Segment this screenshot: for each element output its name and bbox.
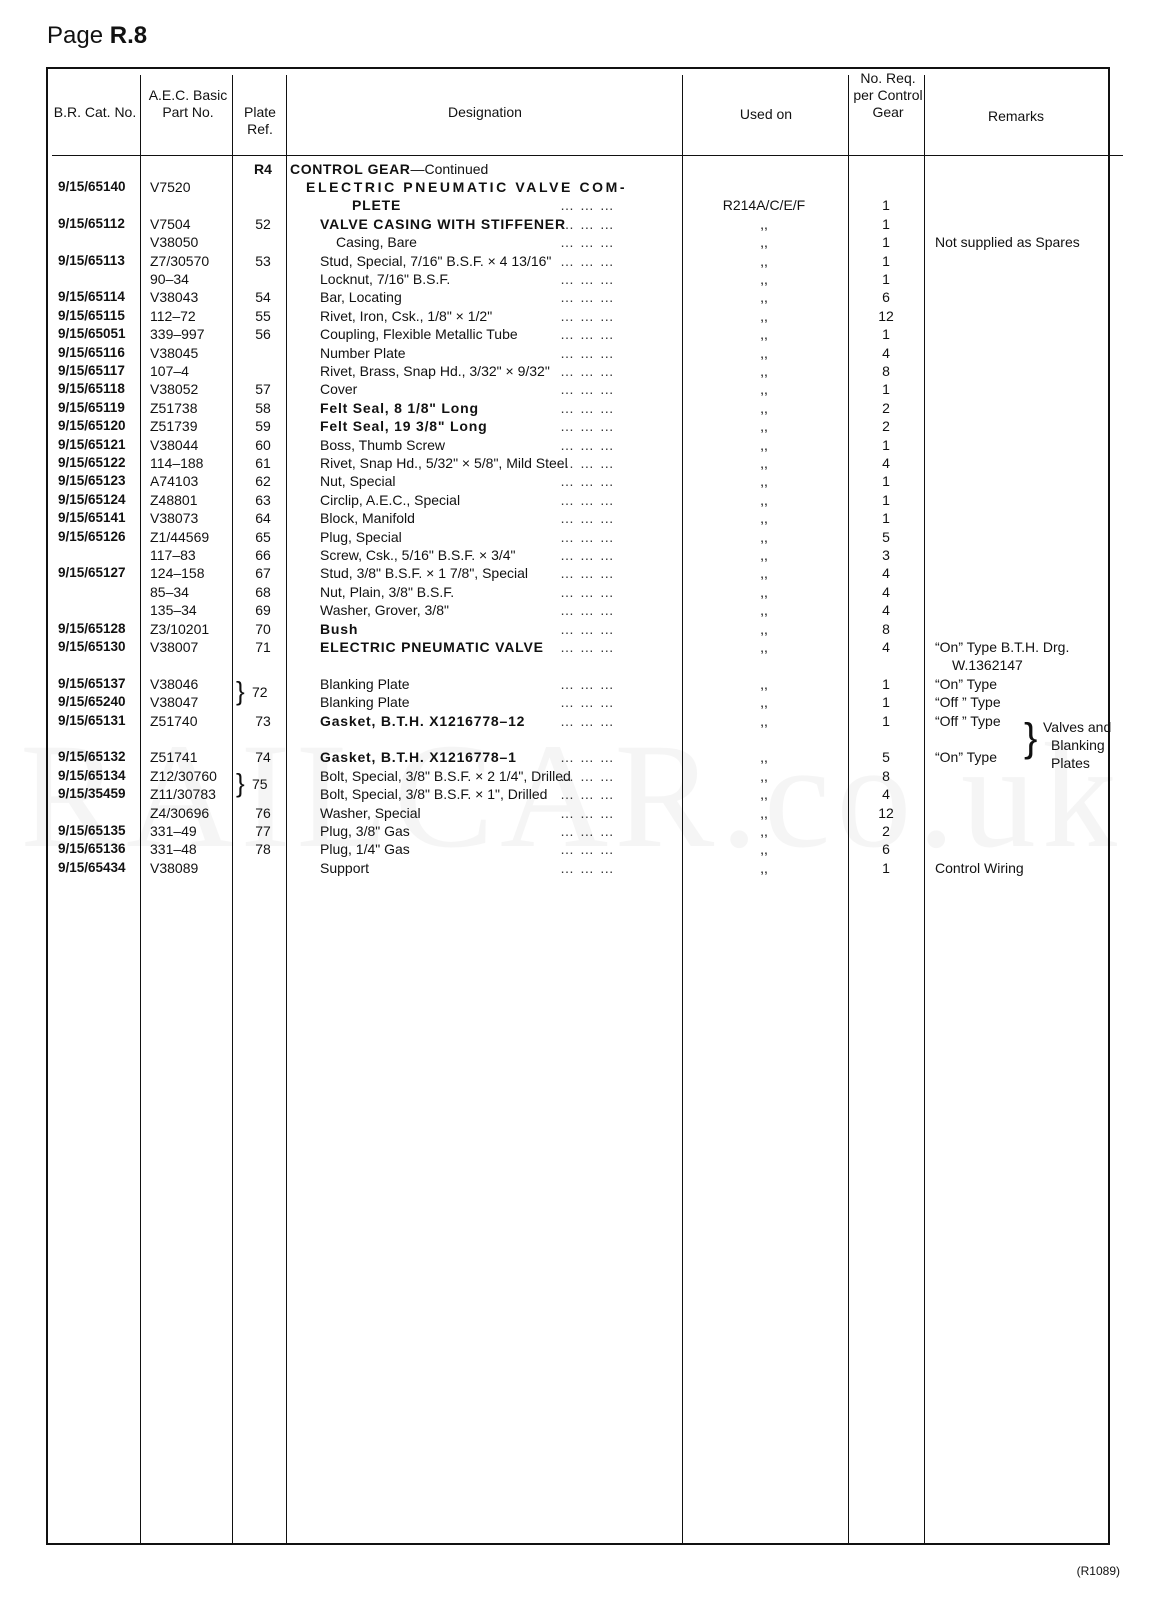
qty-cell: 1 [882, 694, 890, 711]
table-row [0, 252, 1160, 270]
designation-cell: Nut, Special [320, 473, 396, 490]
aec-part-cell: Z51740 [150, 712, 198, 729]
aec-part-cell: V38050 [150, 234, 199, 251]
cat-no-cell: 9/15/35459 [58, 786, 126, 802]
cat-no-cell: 9/15/65123 [58, 473, 126, 489]
designation-cell: Felt Seal, 8 1/8" Long [320, 399, 479, 416]
used-on-cell: ,, [760, 583, 768, 600]
cat-no-cell: 9/15/65128 [58, 620, 126, 636]
plate-ref-group: 72 [252, 684, 268, 700]
qty-cell: 4 [882, 602, 890, 619]
aec-part-cell: Z51738 [150, 399, 198, 416]
dot-leader: … … … [560, 399, 615, 416]
used-on-cell: ,, [760, 694, 768, 711]
remarks-cell: Not supplied as Spares [935, 234, 1080, 251]
used-on-cell: ,, [760, 491, 768, 508]
qty-cell: 1 [882, 326, 890, 343]
plate-ref-cell: 58 [255, 399, 271, 416]
used-on-cell: ,, [760, 344, 768, 361]
plate-ref-cell: 69 [255, 602, 271, 619]
remarks-cell: “On” Type B.T.H. Drg. [935, 639, 1070, 655]
designation-cell: Plug, 3/8" Gas [320, 823, 410, 839]
used-on-cell: ,, [760, 215, 768, 232]
cat-no-cell: 9/15/65141 [58, 510, 126, 526]
dot-leader: … … … [560, 326, 615, 343]
table-row [0, 233, 1160, 251]
used-on-cell: ,, [760, 252, 768, 269]
dot-leader: … … … [560, 583, 615, 600]
aec-part-cell: V38073 [150, 510, 199, 527]
qty-cell: 5 [882, 749, 890, 766]
qty-cell: 4 [882, 565, 890, 582]
designation-cell: ELECTRIC PNEUMATIC VALVE [320, 639, 544, 655]
cat-no-cell: 9/15/65137 [58, 675, 126, 691]
table-row [0, 178, 1160, 196]
header-aec-part: A.E.C. Basic Part No. [148, 87, 228, 120]
qty-cell: 8 [882, 767, 890, 784]
cat-no-cell: 9/15/65116 [58, 344, 125, 360]
qty-cell: 1 [882, 215, 890, 232]
dot-leader: … … … [560, 436, 615, 453]
section-suffix: —Continued [410, 161, 489, 177]
aec-part-cell: Z51739 [150, 418, 198, 435]
designation-cell: Nut, Plain, 3/8" B.S.F. [320, 583, 455, 600]
table-row [0, 804, 1160, 822]
designation-cell: Screw, Csk., 5/16" B.S.F. × 3/4" [320, 547, 516, 563]
dot-leader: … … … [560, 510, 615, 527]
aec-part-cell: 135–34 [150, 602, 197, 619]
dot-leader: … … … [560, 602, 615, 619]
designation-cell: Block, Manifold [320, 510, 415, 527]
table-row [0, 620, 1160, 638]
designation-cell: Gasket, B.T.H. X1216778–1 [320, 749, 517, 766]
dot-leader: … … … [560, 197, 615, 214]
plate-ref-cell: 77 [255, 823, 271, 839]
remarks-cell: W.1362147 [952, 657, 1023, 674]
cat-no-cell: 9/15/65126 [58, 528, 126, 544]
dot-leader: … … … [560, 823, 615, 839]
aec-part-cell: V38045 [150, 344, 199, 361]
used-on-cell: ,, [760, 602, 768, 619]
dot-leader: … … … [560, 786, 615, 803]
qty-cell: 1 [882, 381, 890, 398]
dot-leader: … … … [560, 565, 615, 582]
aec-part-cell: V38044 [150, 436, 199, 453]
cat-no-cell: 9/15/65121 [58, 436, 126, 452]
brace-icon: } [236, 676, 245, 706]
dot-leader: … … … [560, 675, 615, 692]
dot-leader: … … … [560, 639, 615, 655]
dot-leader: … … … [560, 363, 615, 379]
plate-ref-group: 75 [252, 776, 268, 792]
used-on-cell: ,, [760, 381, 768, 398]
table-row [0, 546, 1160, 564]
aec-part-cell: Z3/10201 [150, 620, 210, 637]
designation-cell: PLETE [352, 197, 402, 214]
aec-part-cell: Z7/30570 [150, 252, 210, 269]
section-title: CONTROL GEAR [290, 161, 411, 177]
dot-leader: … … … [560, 528, 615, 545]
plate-ref-cell: 78 [255, 841, 271, 858]
used-on-cell: ,, [760, 436, 768, 453]
table-row [0, 215, 1160, 233]
qty-cell: 1 [882, 510, 890, 527]
plate-ref-cell: 68 [255, 583, 271, 600]
remarks-cell: “Off ” Type [935, 694, 1001, 711]
plate-ref-cell: 76 [255, 804, 271, 821]
dot-leader: … … … [560, 620, 615, 637]
dot-leader: … … … [560, 307, 615, 324]
qty-cell: 1 [882, 271, 890, 287]
aec-part-cell: Z12/30760 [150, 767, 217, 784]
table-row [0, 712, 1160, 730]
aec-part-cell: A74103 [150, 473, 199, 490]
cat-no-cell: 9/15/65119 [58, 399, 125, 415]
dot-leader: … … … [560, 252, 615, 269]
designation-cell: Blanking Plate [320, 675, 410, 692]
plate-ref-cell: 61 [255, 455, 271, 471]
designation-cell: Bolt, Special, 3/8" B.S.F. × 1", Drilled [320, 786, 548, 803]
qty-cell: 1 [882, 491, 890, 508]
designation-cell: Rivet, Snap Hd., 5/32" × 5/8", Mild Steel [320, 455, 568, 471]
aec-part-cell: Z51741 [150, 749, 198, 766]
plate-ref-cell: 54 [255, 289, 271, 306]
designation-cell: Washer, Special [320, 804, 421, 821]
table-row [0, 472, 1160, 490]
aec-part-cell: 124–158 [150, 565, 205, 582]
aec-part-cell: 117–83 [150, 547, 196, 563]
qty-cell: 3 [882, 547, 890, 563]
aec-part-cell: 107–4 [150, 363, 189, 379]
dot-leader: … … … [560, 767, 615, 784]
dot-leader: … … … [560, 381, 615, 398]
cat-no-cell: 9/15/65240 [58, 694, 126, 710]
used-on-cell: ,, [760, 289, 768, 306]
table-row [0, 785, 1160, 803]
used-on-cell: ,, [760, 749, 768, 766]
used-on-cell: ,, [760, 418, 768, 435]
designation-cell: Rivet, Iron, Csk., 1/8" × 1/2" [320, 307, 493, 324]
qty-cell: 1 [882, 859, 890, 876]
designation-cell: Cover [320, 381, 358, 398]
remarks-cell: “Off ” Type [935, 712, 1001, 729]
designation-cell: Plug, Special [320, 528, 402, 545]
dot-leader: … … … [560, 344, 615, 361]
used-on-cell: ,, [760, 510, 768, 527]
table-row [0, 417, 1160, 435]
qty-cell: 12 [878, 307, 894, 324]
table-row [0, 325, 1160, 343]
used-on-cell: ,, [760, 528, 768, 545]
dot-leader: … … … [560, 473, 615, 490]
dot-leader: … … … [560, 215, 615, 232]
cat-no-cell: 9/15/65120 [58, 418, 126, 434]
header-plate-ref: Plate Ref. [244, 104, 276, 137]
aec-part-cell: 331–49 [150, 823, 197, 839]
designation-cell: Gasket, B.T.H. X1216778–12 [320, 712, 526, 729]
used-on-cell: R214A/C/E/F [722, 197, 806, 214]
plate-ref-cell: 64 [255, 510, 271, 527]
header-rule [52, 155, 1123, 156]
used-on-cell: ,, [760, 767, 768, 784]
plate-ref-cell: 73 [255, 712, 271, 729]
used-on-cell: ,, [760, 326, 768, 343]
table-row [0, 380, 1160, 398]
cat-no-cell: 9/15/65115 [58, 307, 125, 323]
used-on-cell: ,, [760, 307, 768, 324]
aec-part-cell: 331–48 [150, 841, 197, 858]
dot-leader: … … … [560, 804, 615, 821]
dot-leader: … … … [560, 749, 615, 766]
header-qty: No. Req. per Control Gear [853, 70, 923, 120]
footer-code: (R1089) [1076, 1564, 1120, 1578]
plate-ref-cell: 71 [255, 639, 271, 655]
used-on-cell: ,, [760, 639, 768, 655]
plate-ref-cell: 59 [255, 418, 271, 435]
designation-cell: Bar, Locating [320, 289, 402, 306]
designation-cell: Support [320, 859, 370, 876]
plate-ref-cell: 74 [255, 749, 271, 766]
header-cat-no: B.R. Cat. No. [53, 104, 137, 120]
table-row [0, 454, 1160, 472]
used-on-cell: ,, [760, 859, 768, 876]
qty-cell: 1 [882, 252, 890, 269]
dot-leader: … … … [560, 491, 615, 508]
used-on-cell: ,, [760, 804, 768, 821]
table-row [0, 362, 1160, 380]
used-on-cell: ,, [760, 712, 768, 729]
dot-leader: … … … [560, 712, 615, 729]
designation-cell: ELECTRIC PNEUMATIC VALVE COM- [306, 179, 628, 195]
used-on-cell: ,, [760, 363, 768, 379]
aec-part-cell: V38043 [150, 289, 199, 306]
designation-cell: Bolt, Special, 3/8" B.S.F. × 2 1/4", Drilled [320, 767, 571, 784]
aec-part-cell: V7504 [150, 215, 191, 232]
aec-part-cell: 339–997 [150, 326, 205, 343]
qty-cell: 4 [882, 455, 890, 471]
dot-leader: … … … [560, 418, 615, 435]
table-row [0, 196, 1160, 214]
qty-cell: 4 [882, 583, 890, 600]
table-row [0, 288, 1160, 306]
table-row [0, 436, 1160, 454]
qty-cell: 2 [882, 418, 890, 435]
used-on-cell: ,, [760, 786, 768, 803]
dot-leader: … … … [560, 694, 615, 711]
table-row [0, 822, 1160, 840]
table-row [0, 840, 1160, 858]
cat-no-cell: 9/15/65132 [58, 749, 126, 765]
cat-no-cell: 9/15/65434 [58, 859, 126, 875]
table-row [0, 638, 1160, 656]
plate-ref-cell: 67 [255, 565, 271, 582]
cat-no-cell: 9/15/65051 [58, 326, 126, 342]
designation-cell: Plug, 1/4" Gas [320, 841, 410, 858]
table-row [0, 307, 1160, 325]
used-on-cell: ,, [760, 271, 768, 287]
aec-part-cell: V38052 [150, 381, 199, 398]
table-row [0, 583, 1160, 601]
qty-cell: 4 [882, 786, 890, 803]
cat-no-cell: 9/15/65114 [58, 289, 125, 305]
designation-cell: Number Plate [320, 344, 406, 361]
header-remarks: Remarks [987, 108, 1044, 124]
qty-cell: 8 [882, 363, 890, 379]
remarks-cell: Control Wiring [935, 859, 1024, 876]
table-row [0, 564, 1160, 582]
cat-no-cell: 9/15/65135 [58, 823, 126, 838]
aec-part-cell: 112–72 [150, 307, 196, 324]
table-row [0, 656, 1160, 674]
table-row [0, 528, 1160, 546]
designation-cell: Boss, Thumb Screw [320, 436, 446, 453]
cat-no-cell: 9/15/65112 [58, 215, 125, 231]
plate-ref-cell: 55 [255, 307, 271, 324]
dot-leader: … … … [560, 234, 615, 251]
remarks-cell: “On” Type [935, 749, 997, 766]
used-on-cell: ,, [760, 547, 768, 563]
designation-cell: Felt Seal, 19 3/8" Long [320, 418, 488, 435]
dot-leader: … … … [560, 859, 615, 876]
designation-cell: Circlip, A.E.C., Special [320, 491, 461, 508]
table-row [0, 270, 1160, 288]
table-row [0, 491, 1160, 509]
designation-cell: VALVE CASING WITH STIFFENER [320, 215, 566, 232]
table-row [0, 509, 1160, 527]
aec-part-cell: 90–34 [150, 271, 189, 287]
used-on-cell: ,, [760, 565, 768, 582]
qty-cell: 4 [882, 344, 890, 361]
designation-cell: Rivet, Brass, Snap Hd., 3/32" × 9/32" [320, 363, 550, 379]
plate-ref-cell: 62 [255, 473, 271, 490]
qty-cell: 6 [882, 289, 890, 306]
used-on-cell: ,, [760, 823, 768, 839]
aec-part-cell: V38046 [150, 675, 199, 692]
qty-cell: 1 [882, 234, 890, 251]
plate-ref-cell: 56 [255, 326, 271, 343]
qty-cell: 8 [882, 620, 890, 637]
table-row [0, 675, 1160, 693]
designation-cell: Locknut, 7/16" B.S.F. [320, 271, 451, 287]
qty-cell: 1 [882, 712, 890, 729]
cat-no-cell: 9/15/65134 [58, 767, 126, 783]
brace-icon: } [236, 768, 245, 798]
designation-cell: Stud, Special, 7/16" B.S.F. × 4 13/16" [320, 252, 552, 269]
designation-cell: Washer, Grover, 3/8" [320, 602, 449, 619]
plate-ref-cell: 53 [255, 252, 271, 269]
cat-no-cell: 9/15/65122 [58, 455, 126, 470]
designation-cell: Blanking Plate [320, 694, 410, 711]
section-header [0, 160, 1160, 178]
table-row [0, 344, 1160, 362]
aec-part-cell: Z11/30783 [150, 786, 216, 803]
page-number: R.8 [109, 22, 148, 49]
qty-cell: 1 [882, 675, 890, 692]
aec-part-cell: Z48801 [150, 491, 198, 508]
cat-no-cell: 9/15/65136 [58, 841, 126, 857]
cat-no-cell: 9/15/65118 [58, 381, 125, 397]
plate-ref-cell: 65 [255, 528, 271, 545]
plate-ref-cell: 52 [255, 215, 271, 232]
remark-group: Valves and Blanking Plates [1043, 719, 1112, 771]
plate-ref-cell: 57 [255, 381, 271, 398]
aec-part-cell: 114–188 [150, 455, 204, 471]
table-row [0, 399, 1160, 417]
dot-leader: … … … [560, 547, 615, 563]
cat-no-cell: 9/15/65113 [58, 252, 125, 268]
qty-cell: 4 [882, 639, 890, 655]
qty-cell: 2 [882, 399, 890, 416]
plate-ref-cell: 63 [255, 491, 271, 508]
aec-part-cell: V38007 [150, 639, 199, 655]
designation-cell: Casing, Bare [336, 234, 417, 251]
used-on-cell: ,, [760, 399, 768, 416]
cat-no-cell: 9/15/65124 [58, 491, 126, 507]
table-row [0, 601, 1160, 619]
qty-cell: 6 [882, 841, 890, 858]
cat-no-cell: 9/15/65130 [58, 639, 126, 654]
used-on-cell: ,, [760, 473, 768, 490]
aec-part-cell: V38047 [150, 694, 199, 711]
qty-cell: 1 [882, 436, 890, 453]
plate-ref-cell: 66 [255, 547, 271, 563]
qty-cell: 1 [882, 197, 890, 214]
used-on-cell: ,, [760, 675, 768, 692]
designation-cell: Coupling, Flexible Metallic Tube [320, 326, 518, 343]
header-designation: Designation [448, 104, 522, 120]
used-on-cell: ,, [760, 455, 768, 471]
designation-cell: Stud, 3/8" B.S.F. × 1 7/8", Special [320, 565, 529, 582]
designation-cell: Bush [320, 620, 359, 637]
brace-icon: } [1024, 716, 1038, 760]
used-on-cell: ,, [760, 841, 768, 858]
qty-cell: 2 [882, 823, 890, 839]
aec-part-cell: V38089 [150, 859, 199, 876]
cat-no-cell: 9/15/65131 [58, 712, 126, 728]
cat-no-cell: 9/15/65127 [58, 565, 126, 581]
used-on-cell: ,, [760, 620, 768, 637]
aec-part-cell: V7520 [150, 179, 191, 195]
used-on-cell: ,, [760, 234, 768, 251]
table-row [0, 859, 1160, 877]
dot-leader: … … … [560, 841, 615, 858]
section-plate: R4 [254, 161, 272, 177]
plate-ref-cell: 70 [255, 620, 271, 637]
aec-part-cell: Z1/44569 [150, 528, 210, 545]
header-used-on: Used on [739, 106, 793, 122]
cat-no-cell: 9/15/65140 [58, 179, 126, 194]
page-title: Page R.8 [47, 22, 148, 49]
cat-no-cell: 9/15/65117 [58, 363, 125, 378]
table-row [0, 748, 1160, 766]
dot-leader: … … … [560, 289, 615, 306]
table-row [0, 767, 1160, 785]
dot-leader: … … … [560, 271, 615, 287]
remarks-cell: “On” Type [935, 675, 997, 692]
aec-part-cell: 85–34 [150, 583, 189, 600]
qty-cell: 1 [882, 473, 890, 490]
qty-cell: 12 [878, 804, 894, 821]
table-row [0, 730, 1160, 748]
table-row [0, 693, 1160, 711]
plate-ref-cell: 60 [255, 436, 271, 453]
qty-cell: 5 [882, 528, 890, 545]
dot-leader: … … … [560, 455, 615, 471]
aec-part-cell: Z4/30696 [150, 804, 210, 821]
